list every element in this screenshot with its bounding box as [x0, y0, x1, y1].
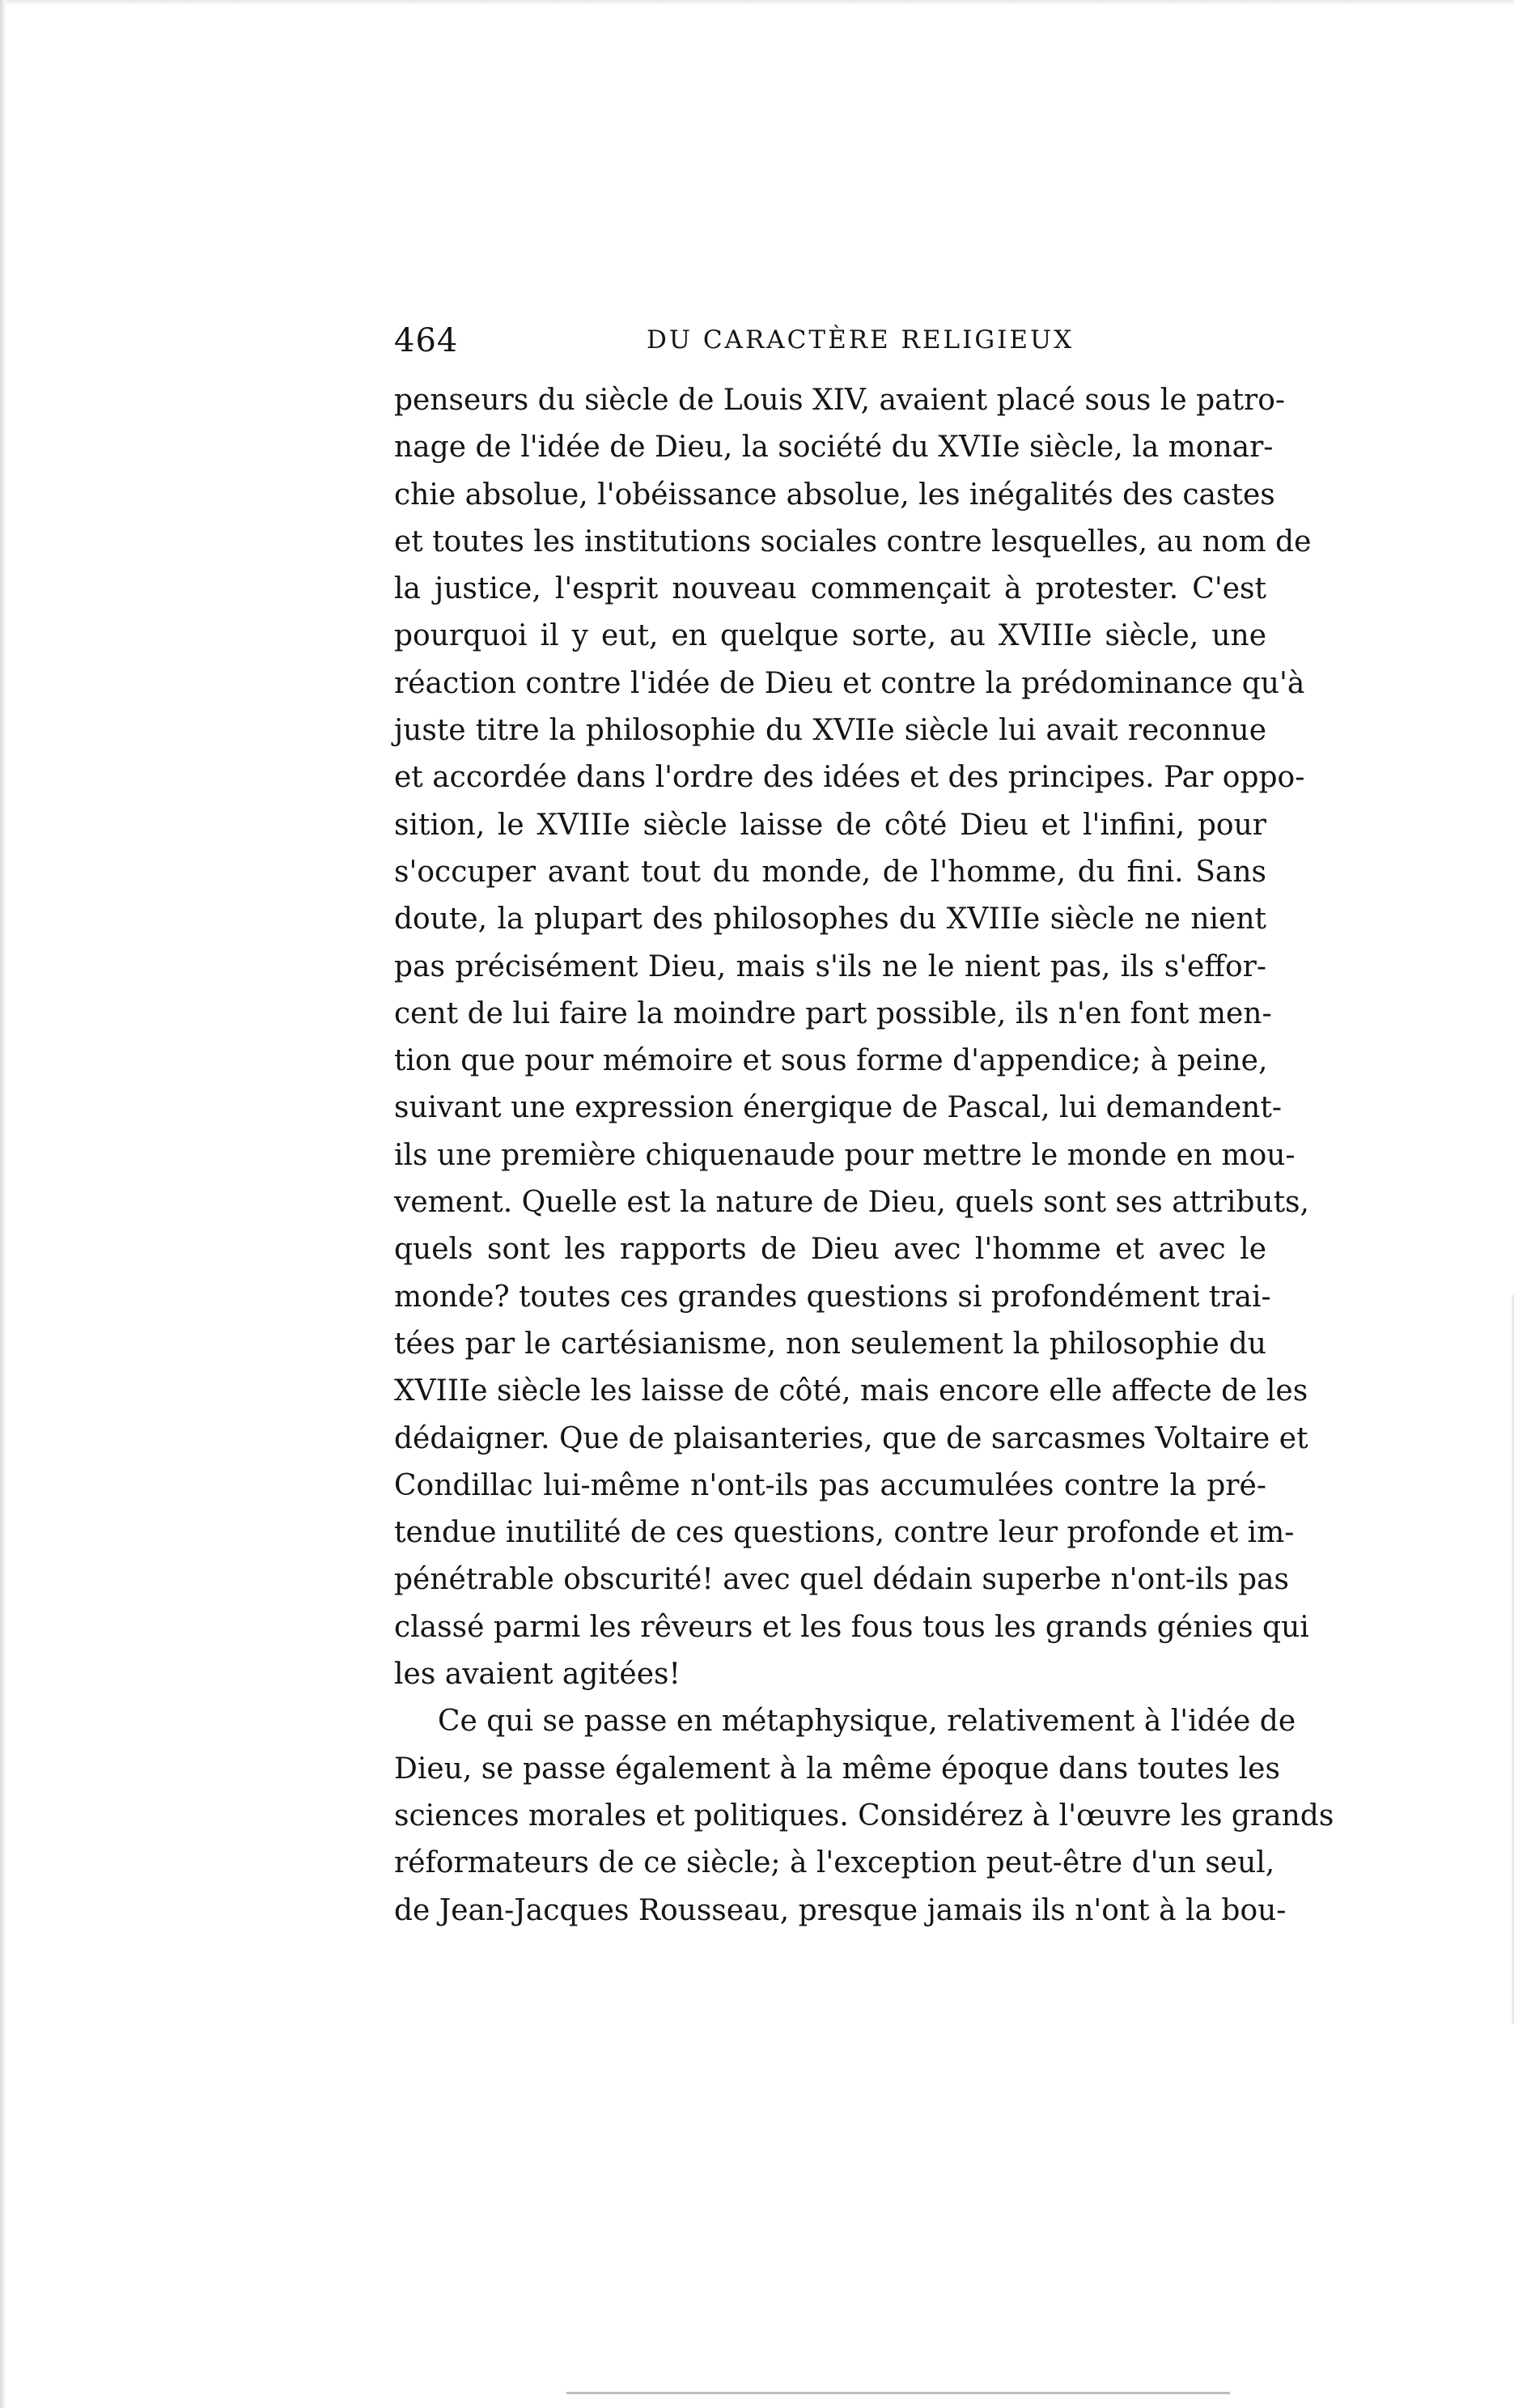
paragraph-start-line: Ce qui se passe en métaphysique, relativement à l'idée de: [438, 1705, 1296, 1739]
text-line: tées par le cartésianisme, non seulement la philosophie du: [394, 1327, 1266, 1361]
text-line: tendue inutilité de ces questions, contre leur profonde et im-: [394, 1516, 1295, 1550]
text-line: XVIIIe siècle les laisse de côté, mais encore elle affecte de les: [394, 1374, 1308, 1408]
text-line: monde? toutes ces grandes questions si profondément trai-: [394, 1280, 1271, 1314]
text-line: et toutes les institutions sociales contre lesquelles, au nom de: [394, 524, 1312, 558]
text-line: quels sont les rapports de Dieu avec l'homme et avec le: [394, 1233, 1266, 1267]
scan-edge-left: [0, 0, 6, 2408]
text-line: chie absolue, l'obéissance absolue, les inégalités des castes: [394, 478, 1275, 512]
text-line: suivant une expression énergique de Pascal, lui demandent-: [394, 1091, 1282, 1125]
bottom-rule: [566, 2392, 1230, 2394]
body-text: [394, 377, 1334, 1934]
text-line: juste titre la philosophie du XVIIe siècle lui avait reconnue: [394, 714, 1266, 748]
text-line: dédaigner. Que de plaisanteries, que de sarcasmes Voltaire et: [394, 1421, 1308, 1455]
text-line: réaction contre l'idée de Dieu et contre la prédominance qu'à: [394, 666, 1305, 700]
text-line: ils une première chiquenaude pour mettre le monde en mou-: [394, 1138, 1296, 1172]
text-line: doute, la plupart des philosophes du XVIIIe siècle ne nient: [394, 902, 1266, 936]
text-line: réformateurs de ce siècle; à l'exception peut-être d'un seul,: [394, 1846, 1275, 1880]
text-line: s'occuper avant tout du monde, de l'homme, du fini. Sans: [394, 855, 1266, 889]
running-title: DU CARACTÈRE RELIGIEUX: [647, 325, 1075, 355]
scan-edge-right: [1511, 1295, 1514, 2024]
text-line: nage de l'idée de Dieu, la société du XVIIe siècle, la monar-: [394, 431, 1274, 465]
text-line: tion que pour mémoire et sous forme d'appendice; à peine,: [394, 1044, 1268, 1078]
text-line: sition, le XVIIIe siècle laisse de côté Dieu et l'infini, pour: [394, 808, 1266, 842]
scan-edge-top: [0, 0, 1514, 5]
text-line: cent de lui faire la moindre part possible, ils n'en font men-: [394, 996, 1272, 1030]
text-line: Dieu, se passe également à la même époque dans toutes les: [394, 1752, 1280, 1786]
text-line: penseurs du siècle de Louis XIV, avaient placé sous le patro-: [394, 384, 1286, 417]
text-line: pas précisément Dieu, mais s'ils ne le nient pas, ils s'effor-: [394, 949, 1266, 983]
text-line: la justice, l'esprit nouveau commençait à protester. C'est: [394, 572, 1266, 606]
text-line: de Jean-Jacques Rousseau, presque jamais ils n'ont à la bou-: [394, 1893, 1287, 1927]
text-line: vement. Quelle est la nature de Dieu, quels sont ses attributs,: [394, 1186, 1309, 1220]
running-head: [394, 322, 1266, 371]
page-number: 464: [394, 322, 459, 359]
text-line: pénétrable obscurité! avec quel dédain superbe n'ont-ils pas: [394, 1563, 1289, 1597]
text-line: et accordée dans l'ordre des idées et des principes. Par oppo-: [394, 761, 1305, 795]
text-line: Condillac lui-même n'ont-ils pas accumulées contre la pré-: [394, 1468, 1266, 1502]
text-line: pourquoi il y eut, en quelque sorte, au XVIIIe siècle, une: [394, 619, 1266, 653]
text-line: sciences morales et politiques. Considérez à l'œuvre les grands: [394, 1799, 1334, 1833]
paragraph-end-line: les avaient agitées!: [394, 1658, 681, 1692]
text-line: classé parmi les rêveurs et les fous tous les grands génies qui: [394, 1610, 1309, 1644]
